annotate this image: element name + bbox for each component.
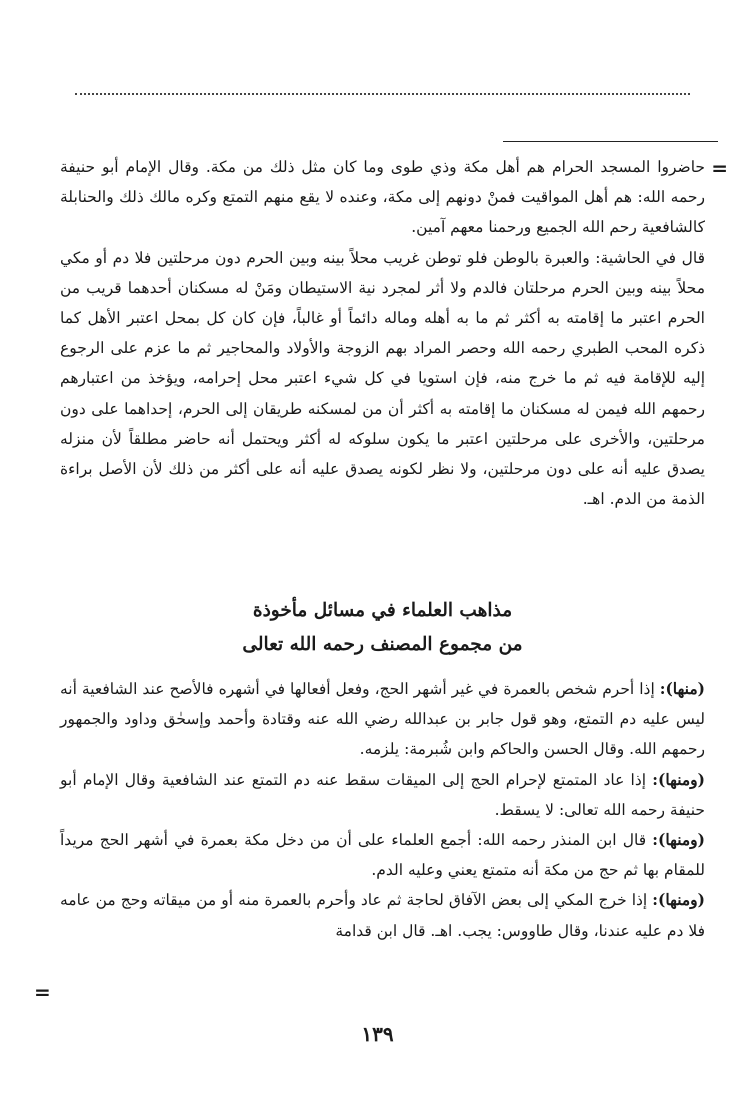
body-paragraph	[60, 885, 705, 945]
header-dotted-rule	[75, 93, 690, 95]
body-paragraph	[60, 674, 705, 765]
paragraph-text: إذا عاد المتمتع لإحرام الحج إلى الميقات سقط عنه دم التمتع عند الشافعية وقال الإمام أبو حنيفة رحمه الله تعالى: لا يسقط.	[60, 770, 705, 819]
page-number: ١٣٩	[361, 1022, 394, 1046]
body-paragraph	[60, 825, 705, 885]
paragraph-text: قال ابن المنذر رحمه الله: أجمع العلماء على أن من دخل مكة بعمرة في أشهر الحج مريداً للمقام بها ثم حج من مكة أنه متمتع يعني وعليه الدم.	[60, 831, 705, 880]
paragraph-marker: (ومنها):	[652, 830, 705, 850]
paragraph-marker: (ومنها):	[652, 769, 705, 789]
continuation-mark-start: =	[711, 156, 728, 180]
footnote-paragraph: قال في الحاشية: والعبرة بالوطن فلو توطن غريب محلاً بينه وبين الحرم دون مرحلتين فلا دم أو مكي محلاً بينه وبين الحرم مرحلتان فالدم ولا أثر لمجرد نية الاستيطان ومَنْ له مسكنان أحدهما قريب من الحرم اعتبر ما إقامته به أكثر ثم ما به أهله وماله دائماً أو غالباً، فإن كان كل بمحل اعتبر الأهل كما ذكره المحب الطبري رحمه الله وحصر المراد بهم الزوجة والأولاد والمحاجير ثم ما عزم على الرجوع إليه للإقامة فيه ثم ما خرج منه، فإن استويا في كل شيء اعتبر محل إحرامه، ويؤخذ من اعتبارهم رحمهم الله فيمن له مسكنان ما إقامته به أكثر أن من لمسكنه طريقان إلى الحرم، إحداهما على دون مرحلتين، والأخرى على مرحلتين اعتبر ما يكون سلوكه له أكثر ويحتمل أنه حاضر مطلقاً لأن منزله يصدق عليه أنه على دون مرحلتين، ولا نظر لكونه يصدق عليه أنه على أكثر من ذلك لأن الأصل براءة الذمة من الدم. اهـ.	[60, 248, 705, 509]
footnote-block	[60, 152, 705, 514]
continuation-mark-end: =	[34, 980, 51, 1004]
footnote-paragraph: حاضروا المسجد الحرام هم أهل مكة وذي طوى وما كان مثل ذلك من مكة. وقال الإمام أبو حنيفة رحمه الله: هم أهل المواقيت فمنْ دونهم إلى مكة، وعنده لا يقع منهم التمتع وكره مالك ذلك والحنابلة كالشافعية رحم الله الجميع ورحمنا معهم آمين.	[60, 158, 705, 237]
section-heading-line-2: من مجموع المصنف رحمه الله تعالى	[242, 634, 523, 655]
paragraph-marker: (منها):	[659, 679, 705, 698]
paragraph-marker: (ومنها):	[652, 890, 705, 910]
paragraph-text: إذا أحرم شخص بالعمرة في غير أشهر الحج، وفعل أفعالها في أشهره فالأصح عند الشافعية أنه ليس عليه دم التمتع، وهو قول جابر بن عبدالله رضي الله عنه وقتادة وأحمد وإسحٰق وداود والجمهور رحمهم الله. وقال الحسن والحاكم وابن شُبرمة: يلزمه.	[60, 680, 705, 759]
footnote-separator-rule	[503, 141, 718, 142]
body-text-block	[60, 674, 705, 946]
paragraph-text: إذا خرج المكي إلى بعض الآفاق لحاجة ثم عاد وأحرم بالعمرة منه أو من ميقاته وحج من عامه فلا دم عليه عندنا، وقال طاووس: يجب. اهـ. قال ابن قدامة	[60, 891, 705, 940]
section-heading-line-1: مذاهب العلماء في مسائل مأخوذة	[252, 600, 513, 621]
body-paragraph	[60, 765, 705, 825]
